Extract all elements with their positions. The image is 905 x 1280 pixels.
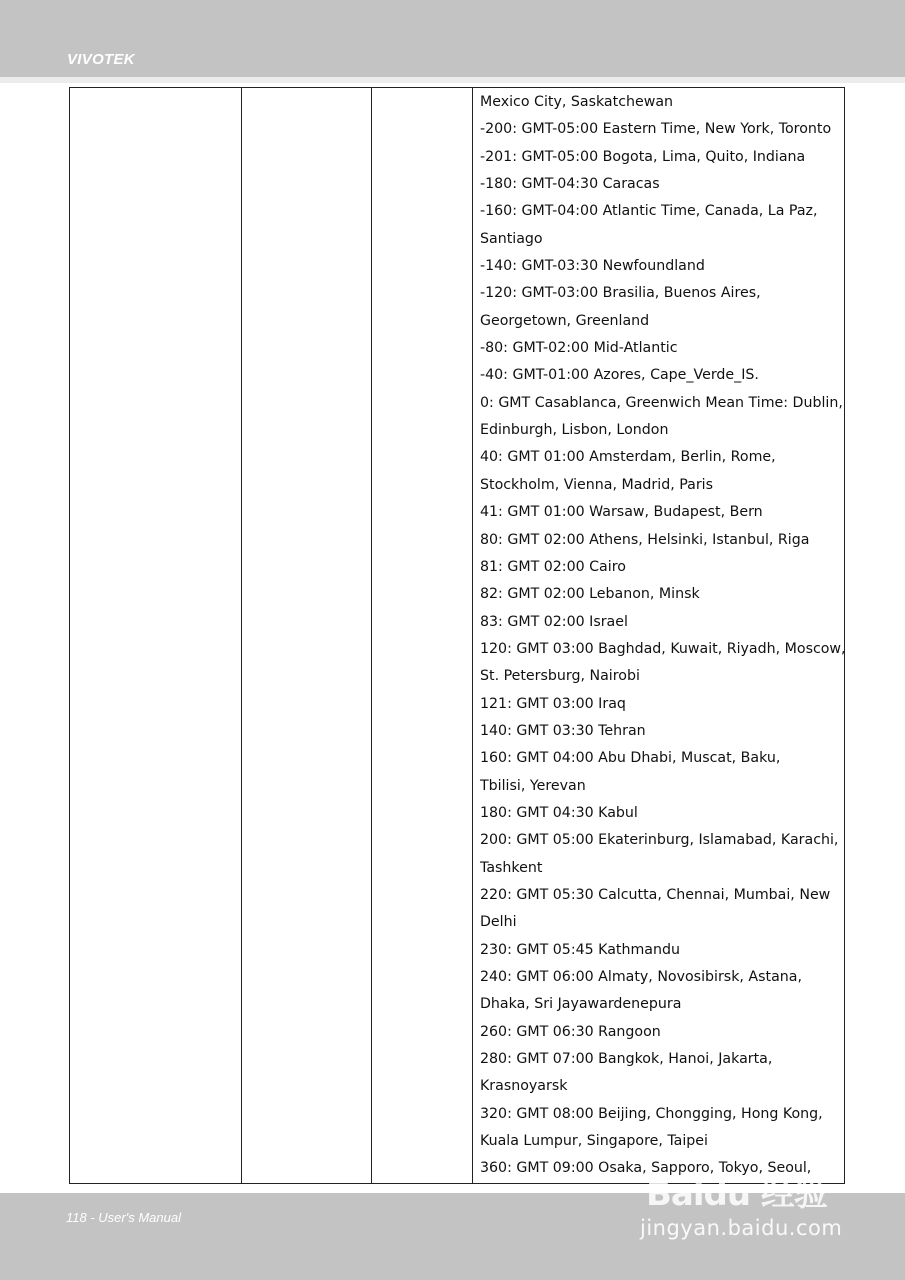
list-item: 83: GMT 02:00 Israel <box>480 613 628 630</box>
list-item: 180: GMT 04:30 Kabul <box>480 804 638 821</box>
list-item: -140: GMT-03:30 Newfoundland <box>480 258 705 275</box>
list-item: -201: GMT-05:00 Bogota, Lima, Quito, Indiana <box>480 148 806 165</box>
list-item: 121: GMT 03:00 Iraq <box>480 695 626 712</box>
list-item: 40: GMT 01:00 Amsterdam, Berlin, Rome, <box>480 449 776 466</box>
list-item: -80: GMT-02:00 Mid-Atlantic <box>480 340 678 357</box>
table-cell-name <box>242 88 372 1184</box>
list-item: 160: GMT 04:00 Abu Dhabi, Muscat, Baku, <box>480 750 781 767</box>
list-item: Dhaka, Sri Jayawardenepura <box>480 996 682 1013</box>
brand-logo: VIVOTEK <box>67 51 135 68</box>
list-item: Tbilisi, Yerevan <box>480 777 586 794</box>
list-item: Edinburgh, Lisbon, London <box>480 422 669 439</box>
list-item: 220: GMT 05:30 Calcutta, Chennai, Mumbai, New <box>480 886 831 903</box>
list-item: 260: GMT 06:30 Rangoon <box>480 1023 661 1040</box>
list-item: 140: GMT 03:30 Tehran <box>480 722 646 739</box>
list-item: 82: GMT 02:00 Lebanon, Minsk <box>480 586 700 603</box>
list-item: 360: GMT 09:00 Osaka, Sapporo, Tokyo, Seoul, <box>480 1160 812 1177</box>
list-item: Kuala Lumpur, Singapore, Taipei <box>480 1133 708 1150</box>
list-item: 80: GMT 02:00 Athens, Helsinki, Istanbul, Riga <box>480 531 810 548</box>
parameter-table <box>69 87 845 1184</box>
list-item: Mexico City, Saskatchewan <box>480 94 673 110</box>
list-item: 240: GMT 06:00 Almaty, Novosibirsk, Astana, <box>480 969 802 985</box>
table-cell-group <box>70 88 242 1184</box>
baidu-watermark <box>640 1166 860 1246</box>
list-item: -180: GMT-04:30 Caracas <box>480 176 660 193</box>
list-item: St. Petersburg, Nairobi <box>480 668 640 685</box>
list-item: Delhi <box>480 914 517 931</box>
list-item: Georgetown, Greenland <box>480 312 650 329</box>
list-item: Krasnoyarsk <box>480 1078 568 1095</box>
list-item: -120: GMT-03:00 Brasilia, Buenos Aires, <box>480 285 761 302</box>
list-item: 81: GMT 02:00 Cairo <box>480 558 626 575</box>
list-item: -160: GMT-04:00 Atlantic Time, Canada, La Paz, <box>480 203 818 220</box>
header-divider <box>0 77 905 83</box>
list-item: 0: GMT Casablanca, Greenwich Mean Time: Dublin, <box>480 394 843 411</box>
list-item: 200: GMT 05:00 Ekaterinburg, Islamabad, Karachi, <box>480 832 839 849</box>
table-cell-value <box>372 88 473 1184</box>
list-item: -40: GMT-01:00 Azores, Cape_Verde_IS. <box>480 367 759 384</box>
page-header <box>0 0 905 77</box>
list-item: 230: GMT 05:45 Kathmandu <box>480 941 680 958</box>
list-item: -200: GMT-05:00 Eastern Time, New York, Toronto <box>480 121 832 138</box>
list-item: Santiago <box>480 230 543 247</box>
table-cell-description <box>473 88 845 1184</box>
list-item: 320: GMT 08:00 Beijing, Chongging, Hong Kong, <box>480 1105 823 1122</box>
watermark-url: jingyan.baidu.com <box>640 1216 843 1240</box>
list-item: 280: GMT 07:00 Bangkok, Hanoi, Jakarta, <box>480 1051 773 1068</box>
list-item: 120: GMT 03:00 Baghdad, Kuwait, Riyadh, Moscow, <box>480 640 846 657</box>
list-item: Stockholm, Vienna, Madrid, Paris <box>480 476 713 493</box>
timezone-list <box>473 89 844 1183</box>
page-number-label: 118 - User's Manual <box>66 1210 181 1225</box>
list-item: Tashkent <box>480 859 543 876</box>
list-item: 41: GMT 01:00 Warsaw, Budapest, Bern <box>480 504 763 521</box>
table-row <box>70 88 845 1184</box>
watermark-logo: Baidu 经验 <box>646 1174 827 1214</box>
